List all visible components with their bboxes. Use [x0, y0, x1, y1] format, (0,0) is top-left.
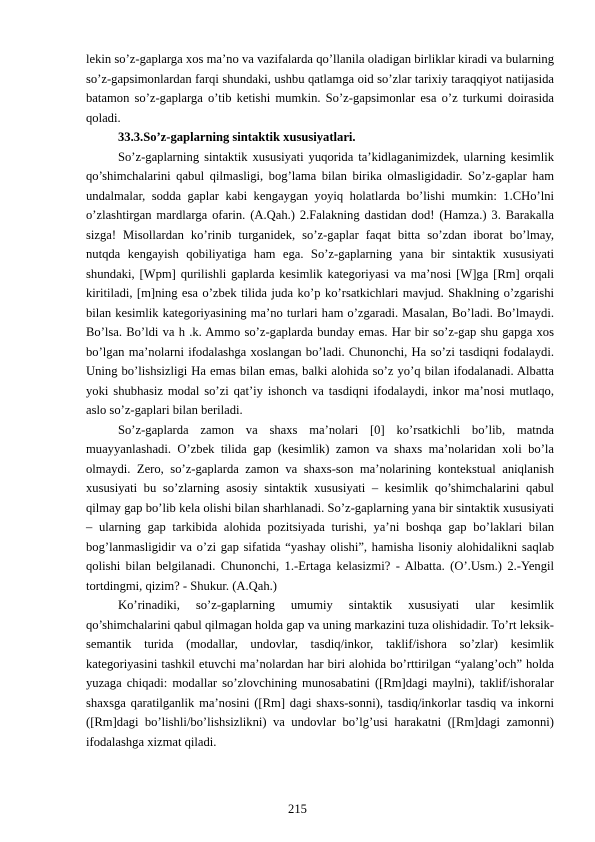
section-heading: 33.3.So’z-gaplarning sintaktik xususiyatlari.: [118, 130, 356, 144]
paragraph-continuation: lekin so’z-gaplarga xos ma’no va vazifalarda qo’llanila oladigan birliklar kiradi va bularning so’z-gapsimonlardan farqi shundaki, ushbu qatlamga oid so’zlar tarixiy taraqqiyot natijasida batamon so’z-gaplarga o’tib ketishi mumkin. So’z-gapsimonlar esa o’z turkumi doirasida qoladi.: [86, 52, 554, 125]
page-body: [86, 50, 554, 752]
page-number: 215: [288, 802, 307, 816]
paragraph-conclusion: Ko’rinadiki, so’z-gaplarning umumiy sintaktik xususiyati ular kesimlik qo’shimchalarini qabul qilmagan holda gap va uning markazini tuza olishidadir. To’rt leksik-semantik turida (modallar, undovlar, tasdiq/inkor, taklif/ishora so’zlar) kesimlik kategoriyasini tashkil etuvchi ma’nolardan har biri alohida bo’rttirilgan “yalang’och” holda yuzaga chiqadi: modallar so’zlovchining munosabatini ([Rm]dagi maylni), taklif/ishoralar shaxsga qaratilganlik ma’nosini ([Rm] dagi shaxs-sonni), tasdiq/inkorlar tasdiq va inkorni ([Rm]dagi bo’lishli/bo’lishsizlikni) va undovlar bo’lg’usi harakatni ([Rm]dagi zamonni) ifodalashga xizmat qiladi.: [86, 598, 554, 749]
paragraph-syntactic-features: So’z-gaplarning sintaktik xususiyati yuqorida ta’kidlaganimizdek, ularning kesimlik qo’shimchalarini qabul qilmasligi, bog’lama bilan birika olmasligidadir. So’z-gaplar ham undalmalar, sodda gaplar kabi kengaygan yoyiq holatlarda bo’lishi mumkin: 1.CHo’lni o’zlashtirgan mardlarga ofarin. (A.Qah.) 2.Falakning dastidan dod! (Hamza.) 3. Barakalla sizga! Misollardan ko’rinib turganidek, so’z-gaplar faqat bitta so’zdan iborat bo’lmay, nutqda kengayish qobiliyatiga ham ega. So’z-gaplarning yana bir sintaktik xususiyati shundaki, [Wpm] qurilishli gaplarda kesimlik kategoriyasi va ma’nosi [W]ga [Rm] orqali kiritiladi, [m]ning esa o’zbek tilida juda ko’p ko’rsatkichlari mavjud. Shaklning o’zgarishi bilan kesimlik kategoriyasining ma’no turlari ham o’zgaradi. Masalan, Bo’ladi. Bo’lmaydi. Bo’lsa. Bo’ldi va h .k. Ammo so’z-gaplarda bunday emas. Har bir so’z-gap shu gapga xos bo’lgan ma’nolarni ifodalashga xoslangan bo’ladi. Chunonchi, Ha so’zi tasdiqni fodalaydi. Uning bo’lishsizligi Ha emas bilan emas, balki alohida so’z yo’q bilan ifodalanadi. Albatta yoki shubhasiz modal so’zi qat’iy ishonch va tasdiqni ifodalaydi, inkor ma’nosi mutlaqo, aslo so’z-gaplari bilan beriladi.: [86, 149, 554, 417]
paragraph-tense-person: So’z-gaplarda zamon va shaxs ma’nolari [0] ko’rsatkichli bo’lib, matnda muayyanlashadi. O’zbek tilida gap (kesimlik) zamon va shaxs ma’nolaridan xoli bo’la olmaydi. Zero, so’z-gaplarda zamon va shaxs-son ma’nolarining kontekstual aniqlanish xususiyati bu so’zlarning asosiy sintaktik xususiyati – kesimlik qo’shimchalarini qabul qilmay gap bo’lib kela olishi bilan sharhlanadi. So’z-gaplarning yana bir sintaktik xususiyati – ularning gap tarkibida alohida pozitsiyada turishi, ya’ni boshqa gap bo’laklari bilan bog’lanmasligidir va o’zi gap sifatida “yashay olishi”, hamisha lisoniy alohidalikni saqlab qolishi bilan belgilanadi. Chunonchi, 1.-Ertaga kelasizmi? - Albatta. (O’.Usm.) 2.-Yengil tortdingmi, qizim? - Shukur. (A.Qah.): [86, 422, 554, 593]
